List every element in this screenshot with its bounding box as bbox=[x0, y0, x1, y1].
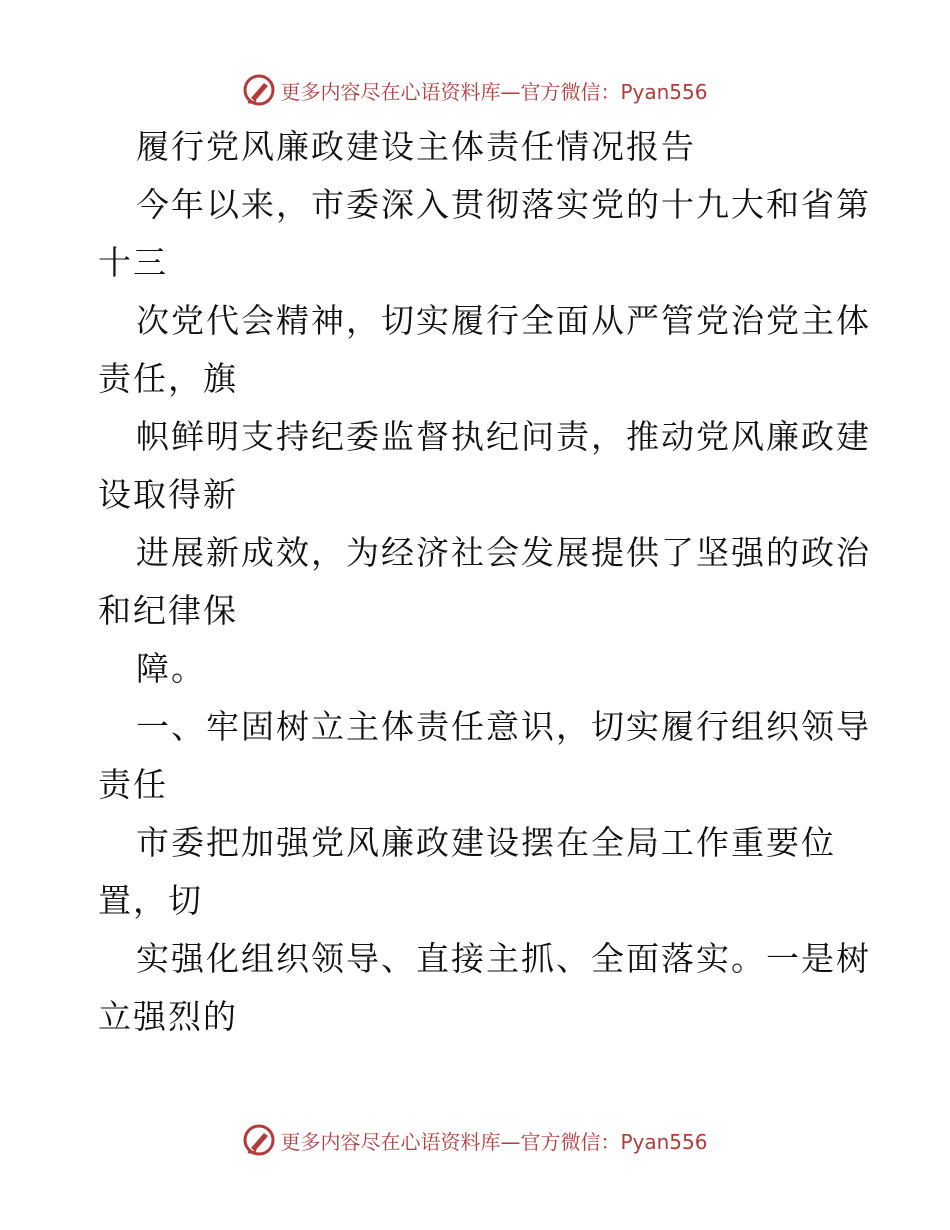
watermark-text: 更多内容尽在心语资料库—官方微信：Pyan556 bbox=[280, 79, 708, 104]
paragraph-line: 市委把加强党风廉政建设摆在全局工作重要位 bbox=[136, 823, 836, 862]
paragraph-line: 帜鲜明支持纪委监督执纪问责，推动党风廉政建 bbox=[136, 417, 871, 456]
paragraph-line: 置，切 bbox=[98, 881, 203, 920]
pen-logo-icon bbox=[242, 73, 276, 107]
watermark-footer bbox=[0, 1120, 950, 1160]
watermark-text: 更多内容尽在心语资料库—官方微信：Pyan556 bbox=[280, 1129, 708, 1154]
paragraph-line: 和纪律保 bbox=[98, 591, 238, 630]
paragraph-line: 障。 bbox=[136, 649, 206, 688]
section-heading: 责任 bbox=[98, 765, 168, 804]
paragraph-line: 设取得新 bbox=[98, 475, 238, 514]
paragraph-line: 立强烈的 bbox=[98, 997, 238, 1036]
document-body bbox=[98, 118, 871, 1046]
paragraph-line: 今年以来，市委深入贯彻落实党的十九大和省第 bbox=[136, 185, 871, 224]
section-heading: 一、牢固树立主体责任意识，切实履行组织领导 bbox=[136, 707, 871, 746]
pen-logo-icon bbox=[242, 1123, 276, 1157]
paragraph-line: 责任，旗 bbox=[98, 359, 238, 398]
watermark-header bbox=[0, 70, 950, 110]
paragraph-line: 进展新成效，为经济社会发展提供了坚强的政治 bbox=[136, 533, 871, 572]
paragraph-line: 次党代会精神，切实履行全面从严管党治党主体 bbox=[136, 301, 871, 340]
paragraph-line: 实强化组织领导、直接主抓、全面落实。一是树 bbox=[136, 939, 871, 978]
document-title: 履行党风廉政建设主体责任情况报告 bbox=[136, 127, 696, 166]
paragraph-line: 十三 bbox=[98, 243, 168, 282]
